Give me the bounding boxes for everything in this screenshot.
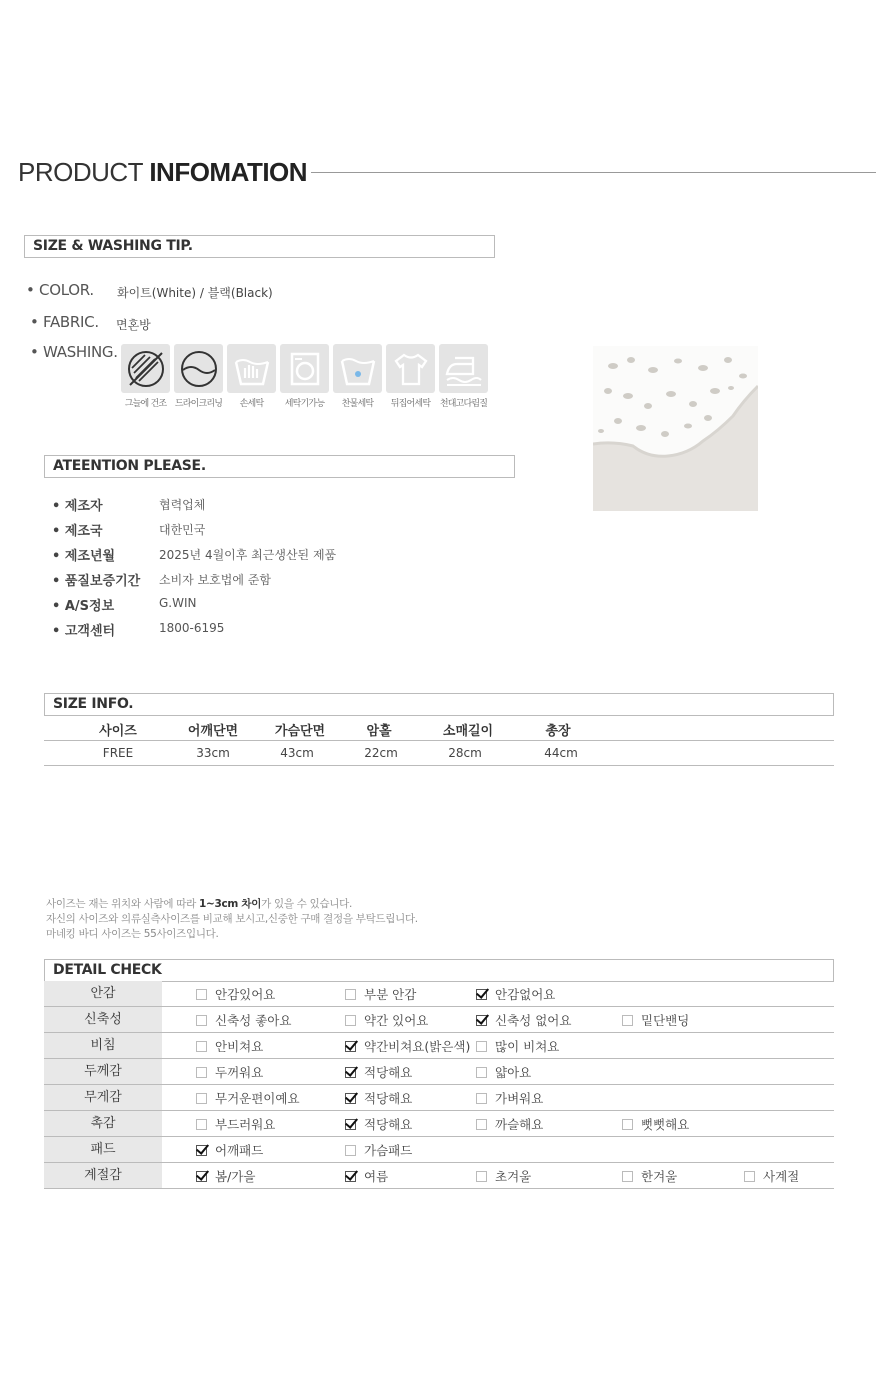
detail-row-label: 촉감 — [44, 1111, 162, 1136]
checkbox-unchecked — [345, 1145, 356, 1156]
option-label: 가벼워요 — [495, 1091, 544, 1106]
size-cell: 28cm — [448, 746, 482, 760]
checkbox-unchecked — [196, 989, 207, 1000]
option-label: 봄/가을 — [215, 1169, 256, 1184]
detail-row-label: 패드 — [44, 1137, 162, 1162]
wash-item-iron — [439, 344, 488, 409]
checkbox-unchecked — [476, 1067, 487, 1078]
option-label: 밑단밴딩 — [641, 1013, 690, 1028]
fabric-detail-photo — [593, 346, 758, 511]
page-title — [18, 157, 311, 188]
size-cell: 22cm — [364, 746, 398, 760]
attention-value: 협력업체 — [159, 498, 206, 512]
checkbox-unchecked — [196, 1119, 207, 1130]
checkbox-unchecked — [744, 1171, 755, 1182]
wash-item-dry-clean — [174, 344, 223, 409]
wash-label: 천대고다림질 — [439, 399, 488, 409]
size-table — [44, 716, 834, 766]
checkbox-unchecked — [345, 989, 356, 1000]
checkbox-unchecked — [196, 1067, 207, 1078]
detail-check-table — [44, 981, 834, 1189]
option-label: 안감없어요 — [495, 987, 556, 1002]
detail-row-label: 비침 — [44, 1033, 162, 1058]
checkbox-unchecked — [196, 1041, 207, 1052]
option-label: 얇아요 — [495, 1065, 532, 1080]
wash-item-machine-wash — [280, 344, 329, 409]
note-line: 자신의 사이즈와 의류실측사이즈를 비교해 보시고,신중한 구매 결정을 부탁드립니다. — [46, 913, 418, 925]
cold-wash-icon — [333, 344, 382, 393]
table-row — [44, 741, 834, 766]
size-table-header — [44, 716, 834, 741]
checkbox-unchecked — [476, 1041, 487, 1052]
detail-option — [622, 1168, 677, 1184]
option-label: 뻣뻣해요 — [641, 1117, 690, 1132]
size-notes — [46, 897, 418, 942]
checkbox-unchecked — [476, 1171, 487, 1182]
detail-row — [44, 981, 834, 1007]
option-label: 약간비쳐요(밝은색) — [364, 1039, 471, 1054]
option-label: 초겨울 — [495, 1169, 532, 1184]
option-label: 신축성 없어요 — [495, 1013, 572, 1028]
attention-label: • 품질보증기간 — [52, 574, 141, 589]
wash-item-cold-wash — [333, 344, 382, 409]
detail-row-label: 무게감 — [44, 1085, 162, 1110]
option-label: 적당해요 — [364, 1091, 413, 1106]
detail-option — [196, 1168, 255, 1184]
detail-option — [345, 1038, 470, 1054]
attention-value: 1800-6195 — [159, 621, 225, 635]
detail-option — [622, 1012, 689, 1028]
attention-value: G.WIN — [159, 596, 197, 610]
detail-option — [476, 1012, 571, 1028]
option-label: 안감있어요 — [215, 987, 276, 1002]
shade-dry-icon — [121, 344, 170, 393]
detail-option — [622, 1116, 689, 1132]
checkbox-checked — [345, 1041, 356, 1052]
note-text: 사이즈는 재는 위치와 사람에 따라 — [46, 898, 199, 910]
option-label: 가슴패드 — [364, 1143, 413, 1158]
detail-option — [196, 1116, 275, 1132]
checkbox-checked — [345, 1171, 356, 1182]
option-label: 많이 비쳐요 — [495, 1039, 560, 1054]
option-label: 어깨패드 — [215, 1143, 264, 1158]
wash-item-shade-dry — [121, 344, 170, 409]
option-label: 두꺼워요 — [215, 1065, 264, 1080]
detail-option — [345, 986, 416, 1002]
checkbox-unchecked — [622, 1015, 633, 1026]
option-label: 한겨울 — [641, 1169, 678, 1184]
detail-option — [345, 1064, 412, 1080]
dry-clean-icon — [174, 344, 223, 393]
size-cell: FREE — [102, 746, 134, 760]
checkbox-unchecked — [476, 1119, 487, 1130]
title-light: PRODUCT — [18, 157, 143, 187]
wash-label: 그늘에 건조 — [124, 399, 167, 409]
option-label: 여름 — [364, 1169, 389, 1184]
attention-value: 2025년 4월이후 최근생산된 제품 — [159, 548, 337, 562]
checkbox-checked — [196, 1171, 207, 1182]
detail-row — [44, 1111, 834, 1137]
detail-option — [345, 1142, 412, 1158]
size-washing-heading: SIZE & WASHING TIP. — [24, 235, 495, 258]
detail-row — [44, 1033, 834, 1059]
wash-item-inside-out — [386, 344, 435, 409]
detail-option — [196, 986, 275, 1002]
detail-option — [196, 1038, 263, 1054]
attention-value: 소비자 보호법에 준함 — [159, 573, 271, 587]
color-value: 화이트(White) / 블랙(Black) — [117, 286, 273, 300]
checkbox-unchecked — [196, 1015, 207, 1026]
checkbox-checked — [345, 1119, 356, 1130]
wash-label: 세탁기가능 — [284, 399, 325, 409]
size-col-header: 소매길이 — [442, 724, 494, 739]
wash-item-hand-wash — [227, 344, 276, 409]
size-col-header: 어깨단면 — [187, 724, 239, 739]
size-col-header: 가슴단면 — [274, 724, 326, 739]
detail-row-label: 두께감 — [44, 1059, 162, 1084]
attention-label: • 제조자 — [52, 499, 103, 514]
size-cell: 33cm — [196, 746, 230, 760]
note-line — [46, 897, 418, 912]
option-label: 적당해요 — [364, 1065, 413, 1080]
checkbox-checked — [196, 1145, 207, 1156]
option-label: 안비쳐요 — [215, 1039, 264, 1054]
wash-label: 찬물세탁 — [341, 399, 374, 409]
product-info-title-bar — [18, 157, 876, 189]
checkbox-unchecked — [622, 1171, 633, 1182]
detail-row — [44, 1163, 834, 1189]
detail-option — [345, 1090, 412, 1106]
detail-option — [476, 986, 555, 1002]
wash-label: 뒤집어세탁 — [390, 399, 431, 409]
note-emphasis: 1~3cm 차이 — [199, 898, 262, 910]
checkbox-unchecked — [622, 1119, 633, 1130]
fabric-label: • FABRIC. — [30, 313, 99, 331]
detail-option — [476, 1038, 559, 1054]
detail-option — [476, 1116, 543, 1132]
title-bold: INFOMATION — [149, 157, 308, 187]
machine-wash-icon — [280, 344, 329, 393]
checkbox-checked — [476, 989, 487, 1000]
size-col-header: 총장 — [545, 724, 571, 739]
option-label: 사계절 — [763, 1169, 800, 1184]
attention-label: • 제조국 — [52, 524, 103, 539]
option-label: 무거운편이예요 — [215, 1091, 300, 1106]
option-label: 신축성 좋아요 — [215, 1013, 292, 1028]
iron-with-cloth-icon — [439, 344, 488, 393]
checkbox-unchecked — [345, 1015, 356, 1026]
checkbox-unchecked — [196, 1093, 207, 1104]
detail-option — [744, 1168, 799, 1184]
attention-value: 대한민국 — [159, 523, 206, 537]
detail-check-heading: DETAIL CHECK — [44, 959, 834, 982]
washing-icons — [121, 344, 488, 409]
size-col-header: 암홀 — [366, 724, 392, 739]
option-label: 약간 있어요 — [364, 1013, 429, 1028]
detail-option — [476, 1090, 543, 1106]
checkbox-unchecked — [476, 1093, 487, 1104]
detail-row — [44, 1137, 834, 1163]
wash-label: 손세탁 — [239, 399, 264, 409]
checkbox-checked — [476, 1015, 487, 1026]
detail-row — [44, 1059, 834, 1085]
attention-label: • A/S정보 — [52, 599, 115, 614]
title-divider — [280, 172, 876, 173]
detail-option — [196, 1064, 263, 1080]
option-label: 적당해요 — [364, 1117, 413, 1132]
inside-out-wash-icon — [386, 344, 435, 393]
detail-row — [44, 1007, 834, 1033]
attention-heading: ATEENTION PLEASE. — [44, 455, 515, 478]
note-text: 가 있을 수 있습니다. — [261, 898, 353, 910]
attention-label: • 고객센터 — [52, 624, 116, 639]
detail-row-label: 계절감 — [44, 1163, 162, 1188]
size-cell: 43cm — [280, 746, 314, 760]
detail-option — [196, 1142, 263, 1158]
size-info-heading: SIZE INFO. — [44, 693, 834, 716]
size-col-header: 사이즈 — [99, 724, 137, 739]
option-label: 까슬해요 — [495, 1117, 544, 1132]
detail-option — [345, 1168, 388, 1184]
fabric-value: 면혼방 — [116, 318, 151, 332]
option-label: 부드러워요 — [215, 1117, 276, 1132]
checkbox-checked — [345, 1067, 356, 1078]
detail-option — [476, 1168, 531, 1184]
detail-option — [345, 1012, 428, 1028]
detail-option — [476, 1064, 531, 1080]
wash-label: 드라이크리닝 — [174, 399, 223, 409]
option-label: 부분 안감 — [364, 987, 417, 1002]
detail-option — [196, 1090, 300, 1106]
detail-row-label: 안감 — [44, 981, 162, 1006]
size-cell: 44cm — [544, 746, 578, 760]
detail-option — [196, 1012, 291, 1028]
detail-row — [44, 1085, 834, 1111]
attention-label: • 제조년월 — [52, 549, 116, 564]
washing-label: • WASHING. — [30, 343, 118, 361]
detail-row-label: 신축성 — [44, 1007, 162, 1032]
detail-option — [345, 1116, 412, 1132]
color-label: • COLOR. — [26, 281, 94, 299]
note-line: 마네킹 바디 사이즈는 55사이즈입니다. — [46, 928, 219, 940]
hand-wash-icon — [227, 344, 276, 393]
checkbox-checked — [345, 1093, 356, 1104]
